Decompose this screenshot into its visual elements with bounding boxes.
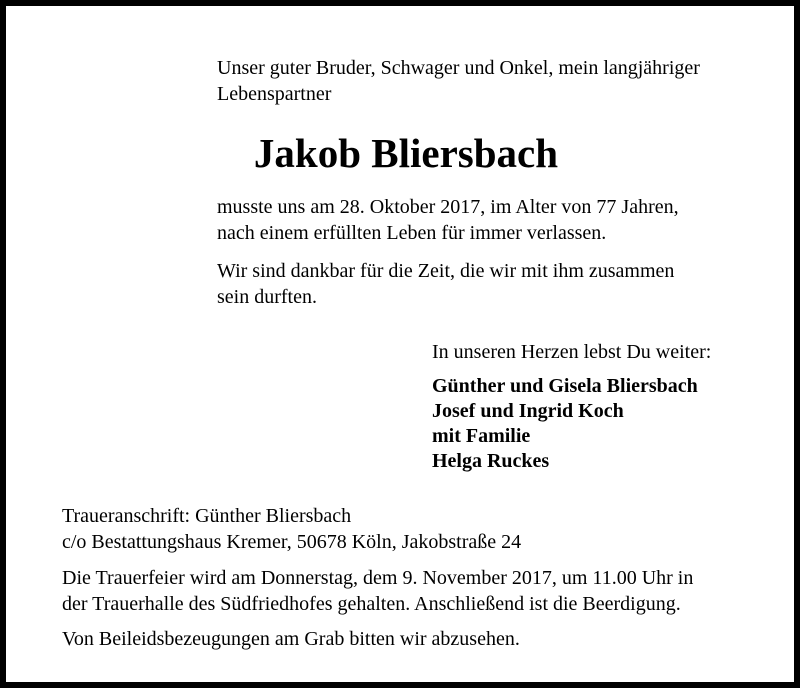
mourner-name: mit Familie [432,425,531,447]
mourning-address [62,503,521,555]
deceased-name: Jakob Bliersbach [253,130,559,176]
gratitude-text [217,258,674,310]
funeral-ceremony-info [62,565,693,617]
remembrance-line: In unseren Herzen lebst Du weiter: [432,341,712,363]
mourners-list [432,374,698,474]
address-line-2: c/o Bestattungshaus Kremer, 50678 Köln, Jakobstraße 24 [62,531,522,553]
ceremony-line-2: der Trauerhalle des Südfriedhofes gehalten. Anschließend ist die Beerdigung. [62,593,681,615]
gratitude-line-2: sein durften. [217,286,317,308]
gratitude-line-1: Wir sind dankbar für die Zeit, die wir mit ihm zusammen [217,260,675,282]
mourner-name: Helga Ruckes [432,450,550,472]
intro-line-2: Lebenspartner [217,83,332,105]
death-line-2: nach einem erfüllten Leben für immer verlassen. [217,222,607,244]
mourner-name: Josef und Ingrid Koch [432,400,624,422]
death-line-1: musste uns am 28. Oktober 2017, im Alter von 77 Jahren, [217,196,679,218]
death-announcement [217,194,679,246]
address-line-1: Traueranschrift: Günther Bliersbach [62,505,352,527]
mourner-name: Günther und Gisela Bliersbach [432,375,698,397]
intro-line-1: Unser guter Bruder, Schwager und Onkel, mein langjähriger [217,57,700,79]
ceremony-line-1: Die Trauerfeier wird am Donnerstag, dem 9. November 2017, um 11.00 Uhr in [62,567,694,589]
condolences-note: Von Beileidsbezeugungen am Grab bitten wir abzusehen. [62,628,520,650]
intro-text [217,55,700,107]
